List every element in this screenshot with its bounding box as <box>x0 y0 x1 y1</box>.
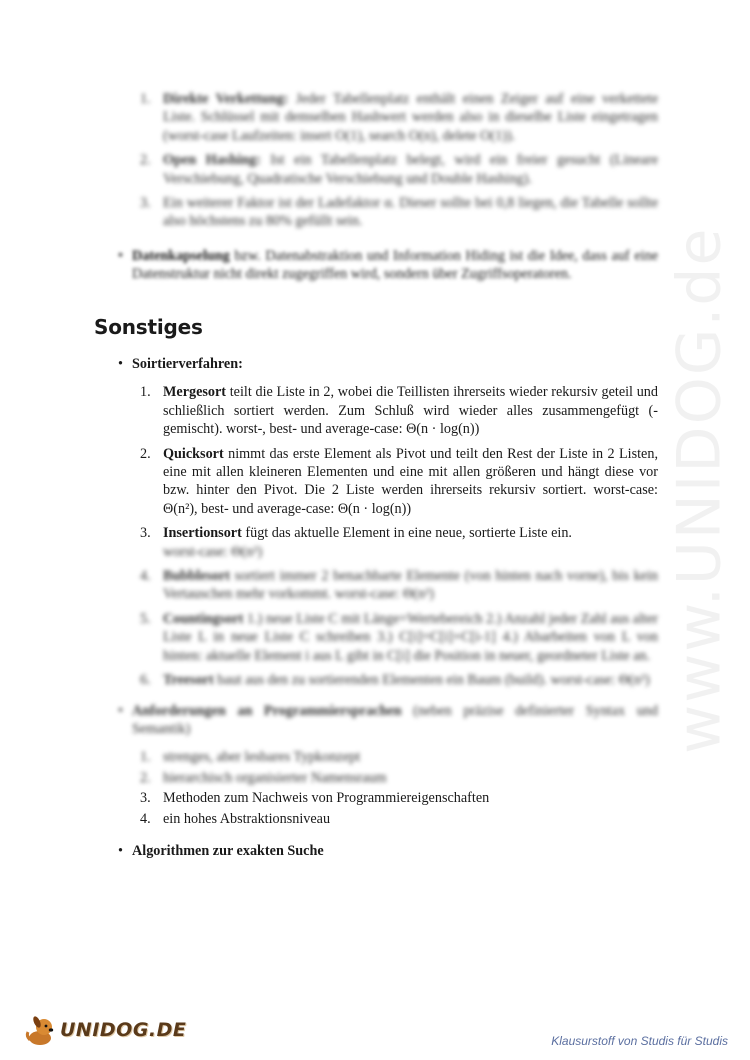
requirements-list <box>118 748 658 828</box>
list-item: 6. Treesort baut aus den zu sortierenden Elementen ein Baum (build). worst-case: Θ(n²) <box>140 672 650 689</box>
list-item: 1. Mergesort teilt die Liste in 2, wobei die Teillisten ihrerseits wieder rekursiv geteil und schließlich sortiert werden. Zum Schluß wird wieder alles zusammengefügt (-gemischt). worst-, best- und average-case: Θ(n · log(n)) <box>140 384 658 438</box>
watermark: www.UNIDOG.de <box>664 226 735 754</box>
bullet-icon: • <box>118 702 123 719</box>
hashing-list <box>118 90 658 231</box>
bullet-icon: • <box>118 247 123 264</box>
bullet-icon: • <box>118 842 123 859</box>
bullet-item: • Datenkapselung bzw. Datenabstraktion und Information Hiding ist die Idee, dass auf eine Datenstruktur nicht direkt zugegriffen wird, sondern über Zugriffsoperatoren. <box>118 247 658 283</box>
list-item: 3. Ein weiterer Faktor ist der Ladefaktor α. Dieser sollte bei 0,8 liegen, die Tabelle sollte also höchstens zu 80% gefüllt sein. <box>140 195 658 230</box>
sort-list <box>118 383 658 689</box>
list-item: 2. Open Hashing: Ist ein Tabellenplatz belegt, wird ein freier gesucht (Lineare Verschiebung, Quadratische Verschiebung und Double Hashing). <box>140 152 658 187</box>
brand-text: UNIDOG.DE <box>60 1018 187 1041</box>
list-item: 1. Direkte Verkettung: Jeder Tabellenplatz enthält einen Zeiger auf eine verkettete Liste. Schlüssel mit demselben Hashwert werden also in dieselbe Liste eingetragen (worst-case Laufzeiten: insert O(1), search O(n), delete O(1)). <box>140 91 658 144</box>
list-item: 4. Bubblesort sortiert immer 2 benachbarte Elemente (von hinten nach vorne), bis kein Vertauschen mehr vorkommt. worst-case: Θ(n²) <box>140 568 658 603</box>
bullet-item: • Algorithmen zur exakten Suche <box>118 842 324 859</box>
bullet-icon: • <box>118 356 123 372</box>
section-title: Sonstiges <box>94 315 203 339</box>
hashing-section <box>118 90 658 284</box>
footer-logo[interactable] <box>22 1012 186 1048</box>
list-item: 3. Insertionsort fügt das aktuelle Element in eine neue, sortierte Liste ein. worst-case: Θ(n²) <box>140 525 572 560</box>
list-item: 5. Countingsort 1.) neue Liste C mit Länge=Wertebereich 2.) Anzahl jeder Zahl aus alter Liste L in neue Liste C schreiben 3.) C[i]=C[i]+C[i-1] 4.) Abarbeiten von L von hinten: aktuelle Element i aus L gibt in C[i] die Position in neuer, geordneter Liste an. <box>140 610 658 664</box>
bullet-item: • Anforderungen an Programmiersprachen (neben präzise definierter Syntax und Semantik) <box>118 702 658 737</box>
list-item: 4. ein hohes Abstraktionsniveau <box>140 810 331 827</box>
main-content <box>118 355 658 860</box>
list-item: 1. strenges, aber lesbares Typkonzept <box>140 749 361 766</box>
list-item: 2. hierarchisch organisierter Namensraum <box>140 769 387 786</box>
list-item: 2. Quicksort nimmt das erste Element als Pivot und teilt den Rest der Liste in 2 Listen, eine mit allen kleineren Elementen und eine mit allen größeren und hängt diese vor bzw. hinter den Pivot. Die 2 Liste werden ihrerseits rekursiv sortiert. worst-case: Θ(n²), best- und average-case: Θ(n · log(n)) <box>140 445 658 517</box>
footer-tagline: Klausurstoff von Studis für Studis <box>551 1034 728 1048</box>
list-item: 3. Methoden zum Nachweis von Programmiereigenschaften <box>140 790 490 807</box>
dog-logo-icon <box>22 1012 58 1048</box>
bullet-item: • Soirtierverfahren: <box>118 356 243 372</box>
